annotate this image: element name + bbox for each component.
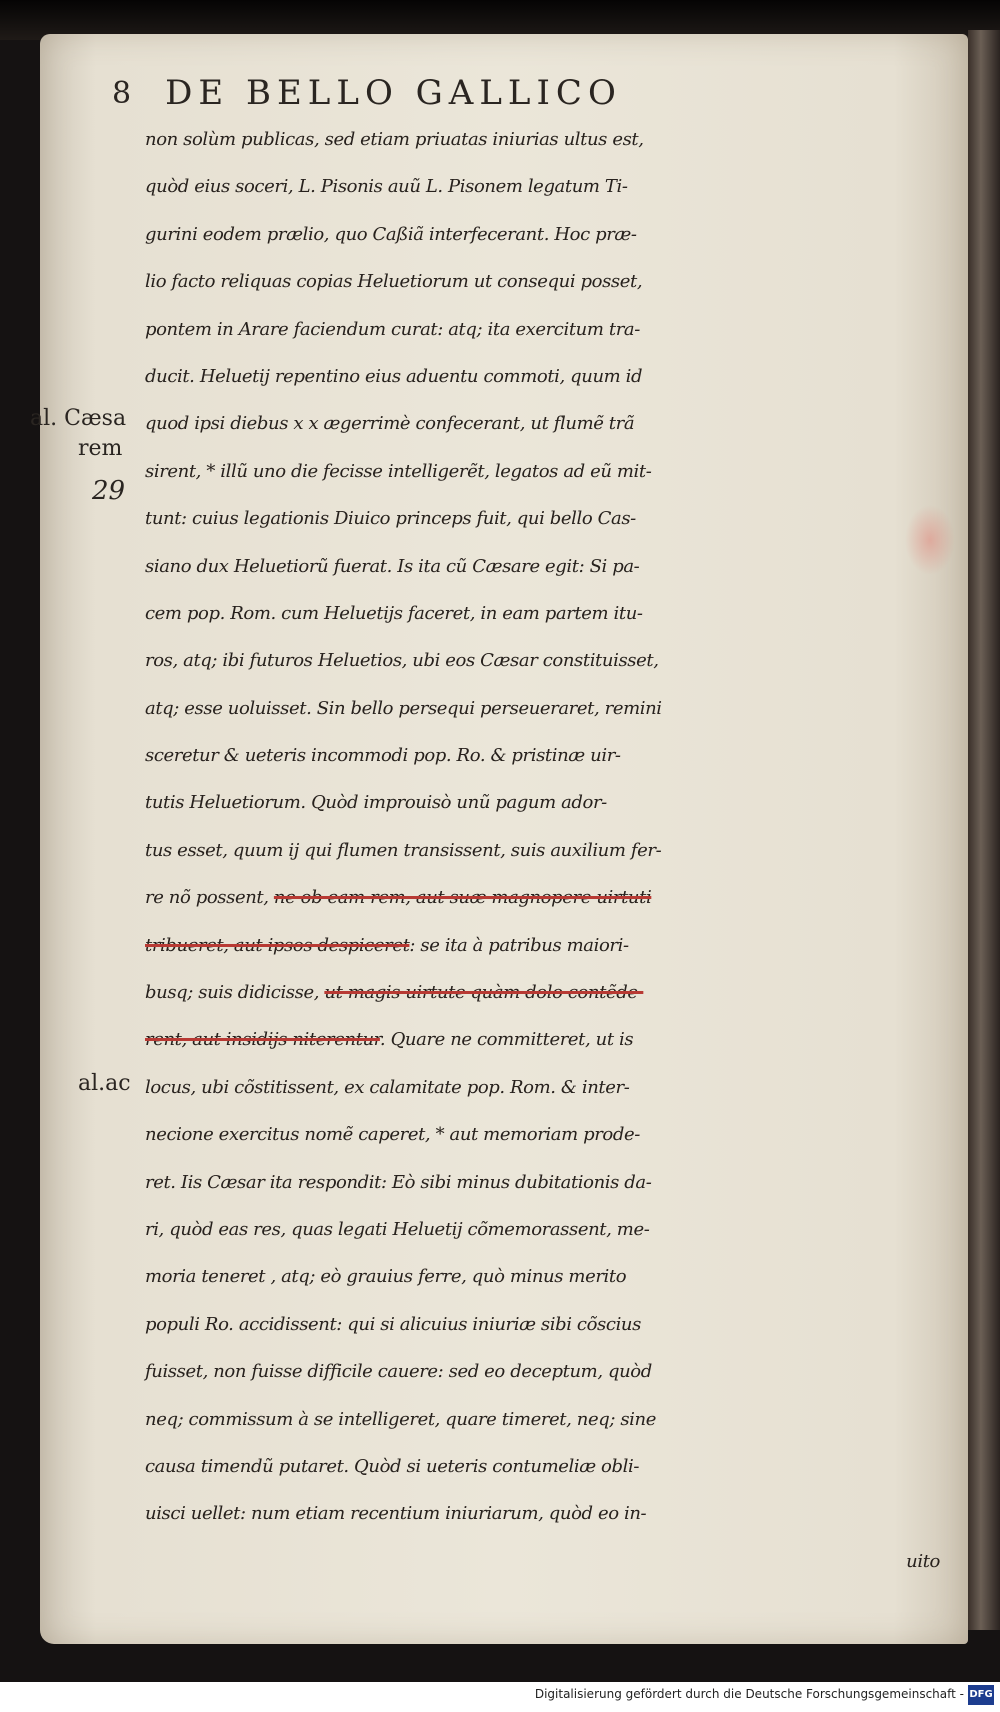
text-line <box>145 353 940 400</box>
text-segment: quòd eius soceri, L. Pisonis auũ L. Pisonem legatum Ti- <box>145 176 628 198</box>
text-segment: causa timendũ putaret. Quòd si ueteris contumeliæ obli- <box>145 1455 640 1477</box>
text-segment: uito <box>906 1550 940 1572</box>
text-segment: busq; suis didicisse, <box>145 982 325 1004</box>
text-line <box>145 1159 940 1206</box>
text-segment: . Quare ne committeret, ut is <box>379 1029 634 1051</box>
body-text <box>145 116 940 1585</box>
text-line <box>145 732 940 779</box>
text-line <box>145 1301 940 1348</box>
text-segment: re nõ possent, <box>145 887 274 909</box>
text-segment: siano dux Heluetiorũ fuerat. Is ita cũ Cæsare egit: Si pa- <box>145 555 640 577</box>
struck-text: ne ob eam rem, aut suæ magnopere uirtuti <box>273 887 652 909</box>
text-line <box>145 1111 940 1158</box>
text-segment: : se ita à patribus maiori- <box>409 934 629 956</box>
text-line <box>145 543 940 590</box>
margin-note-variant-caesarem-cont: rem <box>78 436 123 461</box>
page-header <box>112 68 812 118</box>
running-title: DE BELLO GALLICO <box>165 73 622 113</box>
text-line <box>145 448 940 495</box>
text-segment: tunt: cuius legationis Diuico princeps fuit, qui bello Cas- <box>145 508 636 530</box>
text-segment: ret. Iis Cæsar ita respondit: Eò sibi minus dubitationis da- <box>145 1171 652 1193</box>
page-number: 8 <box>112 75 132 111</box>
digitization-credit: Digitalisierung gefördert durch die Deutsche Forschungsgemeinschaft - <box>534 1687 964 1701</box>
margin-note-variant-caesarem: al. Cæsa <box>30 406 127 431</box>
text-line <box>145 306 940 353</box>
text-segment: sirent, * illũ uno die fecisse intelligerẽt, legatos ad eũ mit- <box>145 460 652 482</box>
text-segment: locus, ubi cõstitissent, ex calamitate pop. Rom. & inter- <box>145 1076 630 1098</box>
text-segment: tutis Heluetiorum. Quòd improuisò unũ pagum ador- <box>145 792 607 814</box>
text-line <box>145 1348 940 1395</box>
text-line <box>145 685 940 732</box>
text-line <box>145 1016 940 1063</box>
text-segment: tus esset, quum ij qui flumen transissent, suis auxilium fer- <box>145 839 662 861</box>
margin-note-number: 29 <box>92 476 126 506</box>
text-line <box>145 495 940 542</box>
text-segment: lio facto reliquas copias Heluetiorum ut consequi posset, <box>145 271 643 293</box>
text-segment: cem pop. Rom. cum Heluetijs faceret, in eam partem itu- <box>145 602 643 624</box>
text-line <box>145 1253 940 1300</box>
text-line <box>145 969 940 1016</box>
text-segment: ducit. Heluetij repentino eius aduentu commoti, quum id <box>145 365 643 387</box>
text-segment: populi Ro. accidissent: qui si alicuius iniuriæ sibi cõscius <box>145 1313 641 1335</box>
struck-text: tribueret, aut ipsos despiceret <box>145 934 410 956</box>
text-line <box>145 779 940 826</box>
footer-bar <box>0 1682 1000 1712</box>
text-line <box>145 874 940 921</box>
text-segment: ri, quòd eas res, quas legati Heluetij cõmemorassent, me- <box>145 1218 650 1240</box>
text-segment: quod ipsi diebus x x ægerrimè confecerant, ut flumẽ trã <box>145 413 635 435</box>
text-line <box>145 922 940 969</box>
text-line <box>145 258 940 305</box>
text-segment: fuisset, non fuisse difficile cauere: sed eo deceptum, quòd <box>145 1361 652 1383</box>
text-segment: moria teneret , atq; eò grauius ferre, quò minus merito <box>145 1266 627 1288</box>
text-segment: sceretur & ueteris incommodi pop. Ro. & pristinæ uir- <box>145 745 621 767</box>
text-line <box>145 1538 940 1585</box>
text-line <box>145 1490 940 1537</box>
text-line <box>145 1206 940 1253</box>
text-line <box>145 637 940 684</box>
text-line <box>145 400 940 447</box>
text-line <box>145 1064 940 1111</box>
text-segment: non solùm publicas, sed etiam priuatas iniurias ultus est, <box>145 129 644 150</box>
text-line <box>145 211 940 258</box>
text-line <box>145 1443 940 1490</box>
text-segment: pontem in Arare faciendum curat: atq; ita exercitum tra- <box>145 318 640 340</box>
dfg-logo-icon: DFG <box>968 1685 994 1705</box>
struck-text: rent, aut insidijs niterentur <box>145 1029 380 1051</box>
struck-text: ut magis uirtute quàm dolo contẽde- <box>324 982 644 1004</box>
text-segment: atq; esse uoluisset. Sin bello persequi perseueraret, remini <box>145 697 662 719</box>
text-segment: uisci uellet: num etiam recentium iniuriarum, quòd eo in- <box>145 1503 647 1525</box>
text-line <box>145 1396 940 1443</box>
text-line <box>145 116 940 163</box>
text-line <box>145 827 940 874</box>
text-line <box>145 163 940 210</box>
book-edge <box>968 30 1000 1630</box>
text-line <box>145 590 940 637</box>
margin-note-variant-ac: al.ac <box>78 1071 131 1096</box>
text-segment: ros, atq; ibi futuros Heluetios, ubi eos Cæsar constituisset, <box>145 650 659 672</box>
text-segment: necione exercitus nomẽ caperet, * aut memoriam prode- <box>145 1124 640 1146</box>
text-segment: gurini eodem prælio, quo Caßiã interfecerant. Hoc præ- <box>145 223 637 245</box>
text-segment: neq; commissum à se intelligeret, quare timeret, neq; sine <box>145 1408 656 1430</box>
